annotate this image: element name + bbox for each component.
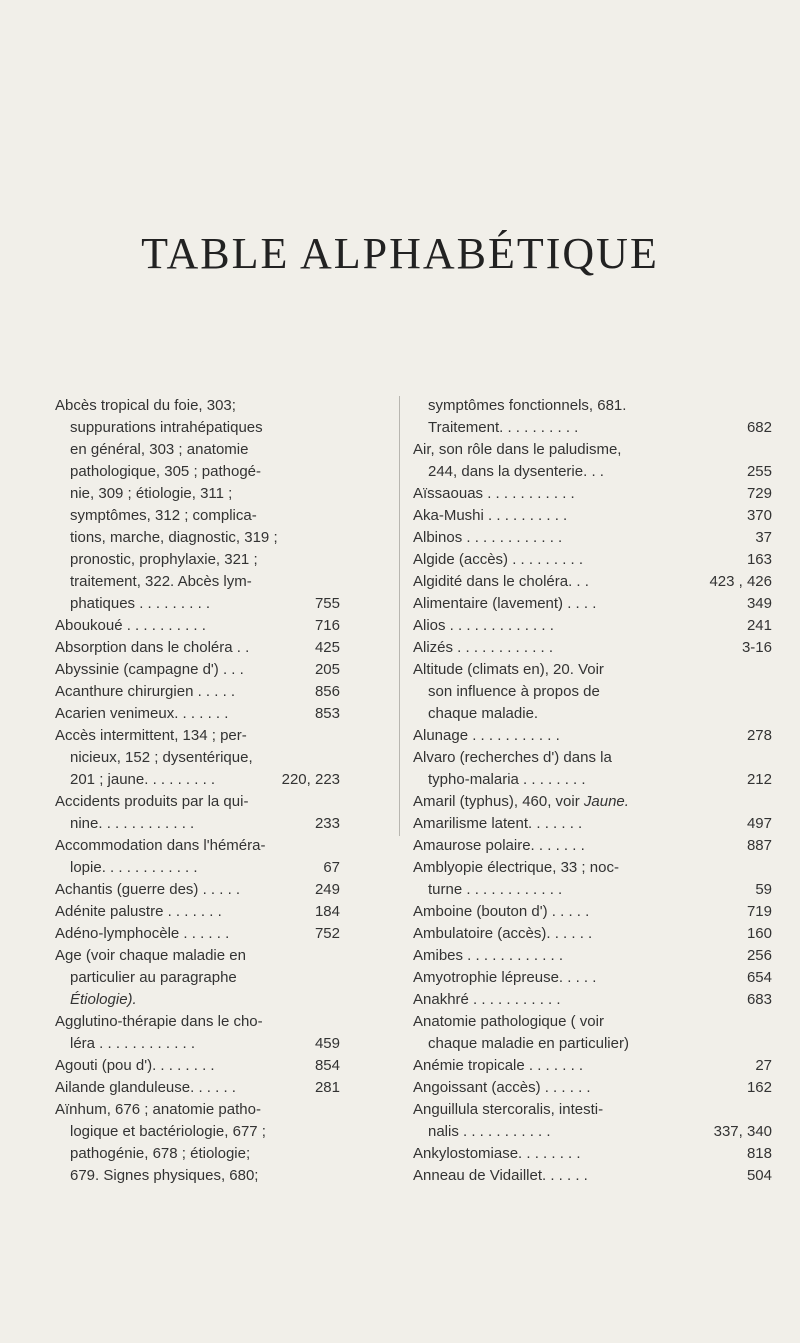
entry-page-number: 205: [314, 661, 340, 678]
index-entry: [0, 681, 400, 703]
entry-text: logique et bactériologie, 677 ;: [70, 1123, 266, 1140]
entry-page-number: 752: [314, 925, 340, 942]
index-entry: [413, 1099, 800, 1121]
index-entry: [0, 1033, 400, 1055]
index-entry: [413, 791, 800, 813]
entry-page-number: 654: [746, 969, 772, 986]
index-entry: [0, 1011, 400, 1033]
entry-page-number: 233: [314, 815, 340, 832]
index-entry: [413, 703, 800, 725]
entry-text: 679. Signes physiques, 680;: [70, 1167, 259, 1184]
entry-text: Anneau de Vidaillet. . . . . .: [413, 1167, 588, 1184]
entry-page-number: 423 , 426: [709, 573, 772, 590]
entry-page-number: 162: [746, 1079, 772, 1096]
entry-text: Agglutino-thérapie dans le cho-: [55, 1013, 263, 1030]
entry-text: Ailande glanduleuse. . . . . .: [55, 1079, 236, 1096]
entry-page-number: 27: [755, 1057, 772, 1074]
index-entry: [413, 1165, 800, 1187]
index-entry: [0, 417, 400, 439]
index-entry: [0, 989, 400, 1011]
entry-text: turne . . . . . . . . . . . .: [428, 881, 563, 898]
entry-page-number: 370: [746, 507, 772, 524]
entry-text: chaque maladie en particulier): [428, 1035, 629, 1052]
entry-text: Acanthure chirurgien . . . . .: [55, 683, 236, 700]
index-entry: [413, 439, 800, 461]
entry-page-number: 683: [746, 991, 772, 1008]
entry-text: Amaurose polaire. . . . . . .: [413, 837, 585, 854]
index-entry: [0, 945, 400, 967]
index-entry: [0, 1121, 400, 1143]
entry-text: nie, 309 ; étiologie, 311 ;: [70, 485, 233, 502]
index-entry: [0, 769, 400, 791]
entry-text: Traitement. . . . . . . . . .: [428, 419, 579, 436]
index-entry: [413, 1143, 800, 1165]
entry-text: Anakhré . . . . . . . . . . .: [413, 991, 561, 1008]
index-entry: [0, 879, 400, 901]
entry-text: Alios . . . . . . . . . . . . .: [413, 617, 554, 634]
entry-text: Anémie tropicale . . . . . . .: [413, 1057, 584, 1074]
index-entry: [0, 549, 400, 571]
entry-page-number: 337, 340: [713, 1123, 772, 1140]
index-entry: [413, 835, 800, 857]
entry-page-number: 220, 223: [281, 771, 340, 788]
entry-text: Alizés . . . . . . . . . . . .: [413, 639, 554, 656]
entry-text: Étiologie).: [70, 991, 137, 1008]
entry-page-number: 67: [323, 859, 340, 876]
index-entry: [413, 725, 800, 747]
index-entry: [0, 857, 400, 879]
index-entry: [413, 1077, 800, 1099]
entry-text: pronostic, prophylaxie, 321 ;: [70, 551, 258, 568]
index-entry: [413, 681, 800, 703]
entry-page-number: 425: [314, 639, 340, 656]
index-entry: [0, 505, 400, 527]
index-entry: [0, 791, 400, 813]
index-entry: [413, 901, 800, 923]
index-entry: [0, 923, 400, 945]
entry-text: léra . . . . . . . . . . . .: [70, 1035, 196, 1052]
entry-text: Age (voir chaque maladie en: [55, 947, 246, 964]
entry-text: Algidité dans le choléra. . .: [413, 573, 589, 590]
entry-text: Agouti (pou d'). . . . . . . .: [55, 1057, 215, 1074]
index-entry: [0, 967, 400, 989]
entry-text: phatiques . . . . . . . . .: [70, 595, 211, 612]
index-entry: [0, 571, 400, 593]
index-entry: [0, 395, 400, 417]
entry-text: chaque maladie.: [428, 705, 539, 722]
index-entry: [413, 989, 800, 1011]
entry-text: Air, son rôle dans le paludisme,: [413, 441, 622, 458]
entry-text: Aboukoué . . . . . . . . . .: [55, 617, 206, 634]
entry-text: Amblyopie électrique, 33 ; noc-: [413, 859, 619, 876]
entry-text: symptômes fonctionnels, 681.: [428, 397, 627, 414]
entry-text: Aïssaouas . . . . . . . . . . .: [413, 485, 575, 502]
index-entry: [0, 725, 400, 747]
entry-text: Aïnhum, 676 ; anatomie patho-: [55, 1101, 261, 1118]
entry-page-number: 755: [314, 595, 340, 612]
entry-text: 201 ; jaune. . . . . . . . .: [70, 771, 216, 788]
entry-page-number: 3-16: [741, 639, 772, 656]
entry-text: Amyotrophie lépreuse. . . . .: [413, 969, 597, 986]
index-entry: [413, 1055, 800, 1077]
index-entry: [413, 769, 800, 791]
index-entry: [0, 835, 400, 857]
index-entry: [413, 1121, 800, 1143]
entry-text: particulier au paragraphe: [70, 969, 237, 986]
entry-page-number: 59: [755, 881, 772, 898]
entry-page-number: 256: [746, 947, 772, 964]
index-entry: [413, 747, 800, 769]
entry-text: Amboine (bouton d') . . . . .: [413, 903, 590, 920]
index-entry: [0, 615, 400, 637]
entry-text: Achantis (guerre des) . . . . .: [55, 881, 241, 898]
index-entry: [0, 1099, 400, 1121]
entry-text: suppurations intrahépatiques: [70, 419, 263, 436]
index-entry: [0, 637, 400, 659]
entry-text: nicieux, 152 ; dysentérique,: [70, 749, 253, 766]
entry-text: Abcès tropical du foie, 303;: [55, 397, 236, 414]
index-entry: [0, 483, 400, 505]
entry-text: 244, dans la dysenterie. . .: [428, 463, 604, 480]
entry-text: Angoissant (accès) . . . . . .: [413, 1079, 591, 1096]
entry-page-number: 37: [755, 529, 772, 546]
right-column: [413, 395, 800, 1187]
index-entry: [413, 637, 800, 659]
entry-text: Adéno-lymphocèle . . . . . .: [55, 925, 230, 942]
entry-text: Algide (accès) . . . . . . . . .: [413, 551, 584, 568]
entry-text: Accès intermittent, 134 ; per-: [55, 727, 247, 744]
index-entry: [413, 857, 800, 879]
index-entry: [413, 417, 800, 439]
index-entry: [413, 505, 800, 527]
entry-text: pathogénie, 678 ; étiologie;: [70, 1145, 251, 1162]
index-entry: [0, 1165, 400, 1187]
entry-text: Alvaro (recherches d') dans la: [413, 749, 612, 766]
entry-page-number: 854: [314, 1057, 340, 1074]
entry-text: Anatomie pathologique ( voir: [413, 1013, 604, 1030]
entry-text: Anguillula stercoralis, intesti-: [413, 1101, 604, 1118]
index-entry: [0, 813, 400, 835]
index-entry: [413, 395, 800, 417]
index-entry: [413, 593, 800, 615]
entry-page-number: 184: [314, 903, 340, 920]
entry-text: lopie. . . . . . . . . . . .: [70, 859, 198, 876]
index-entry: [413, 549, 800, 571]
entry-text: typho-malaria . . . . . . . .: [428, 771, 586, 788]
entry-page-number: 241: [746, 617, 772, 634]
index-entry: [413, 1011, 800, 1033]
index-entry: [0, 659, 400, 681]
index-entry: [413, 571, 800, 593]
entry-text: en général, 303 ; anatomie: [70, 441, 249, 458]
entry-page-number: 853: [314, 705, 340, 722]
index-entry: [413, 923, 800, 945]
entry-text: tions, marche, diagnostic, 319 ;: [70, 529, 278, 546]
index-entry: [413, 1033, 800, 1055]
entry-page-number: 716: [314, 617, 340, 634]
index-entry: [413, 879, 800, 901]
index-entry: [0, 1055, 400, 1077]
entry-page-number: 212: [746, 771, 772, 788]
entry-text: nine. . . . . . . . . . . .: [70, 815, 195, 832]
entry-page-number: 504: [746, 1167, 772, 1184]
index-entry: [413, 813, 800, 835]
index-entry: [0, 1077, 400, 1099]
entry-text: Ambulatoire (accès). . . . . .: [413, 925, 593, 942]
left-column: [0, 395, 400, 1187]
entry-text: Absorption dans le choléra . .: [55, 639, 250, 656]
entry-page-number: 856: [314, 683, 340, 700]
entry-text: Ankylostomiase. . . . . . . .: [413, 1145, 581, 1162]
entry-page-number: 281: [314, 1079, 340, 1096]
index-entry: [0, 593, 400, 615]
entry-page-number: 818: [746, 1145, 772, 1162]
entry-page-number: 887: [746, 837, 772, 854]
entry-text: son influence à propos de: [428, 683, 600, 700]
entry-page-number: 278: [746, 727, 772, 744]
entry-page-number: 459: [314, 1035, 340, 1052]
entry-text: Altitude (climats en), 20. Voir: [413, 661, 604, 678]
entry-text: Aka-Mushi . . . . . . . . . .: [413, 507, 568, 524]
index-entry: [0, 901, 400, 923]
entry-text: Amarilisme latent. . . . . . .: [413, 815, 583, 832]
entry-text: Acarien venimeux. . . . . . .: [55, 705, 229, 722]
entry-page-number: 255: [746, 463, 772, 480]
index-entry: [413, 527, 800, 549]
index-entry: [413, 945, 800, 967]
index-entry: [413, 483, 800, 505]
entry-text: Alunage . . . . . . . . . . .: [413, 727, 560, 744]
entry-text: Accommodation dans l'héméra-: [55, 837, 266, 854]
entry-page-number: 160: [746, 925, 772, 942]
entry-text: Amibes . . . . . . . . . . . .: [413, 947, 564, 964]
entry-text: traitement, 322. Abcès lym-: [70, 573, 252, 590]
index-entry: [0, 1143, 400, 1165]
entry-page-number: 349: [746, 595, 772, 612]
index-entry: [0, 703, 400, 725]
index-entry: [413, 615, 800, 637]
page-title: TABLE ALPHABÉTIQUE: [141, 229, 659, 278]
entry-text: nalis . . . . . . . . . . .: [428, 1123, 551, 1140]
entry-page-number: 249: [314, 881, 340, 898]
entry-page-number: 497: [746, 815, 772, 832]
entry-page-number: 163: [746, 551, 772, 568]
index-entry: [0, 461, 400, 483]
entry-text: Abyssinie (campagne d') . . .: [55, 661, 244, 678]
entry-text: pathologique, 305 ; pathogé-: [70, 463, 261, 480]
entry-page-number: 682: [746, 419, 772, 436]
entry-text: symptômes, 312 ; complica-: [70, 507, 257, 524]
index-entry: [0, 527, 400, 549]
entry-page-number: 729: [746, 485, 772, 502]
index-entry: [413, 461, 800, 483]
index-entry: [0, 439, 400, 461]
index-entry: [413, 659, 800, 681]
entry-text: Albinos . . . . . . . . . . . .: [413, 529, 563, 546]
entry-text: Amaril (typhus), 460, voir Jaune.: [413, 793, 629, 810]
index-entry: [0, 747, 400, 769]
index-entry: [413, 967, 800, 989]
entry-page-number: 719: [746, 903, 772, 920]
entry-text: Accidents produits par la qui-: [55, 793, 249, 810]
entry-text: Adénite palustre . . . . . . .: [55, 903, 222, 920]
entry-text: Alimentaire (lavement) . . . .: [413, 595, 597, 612]
